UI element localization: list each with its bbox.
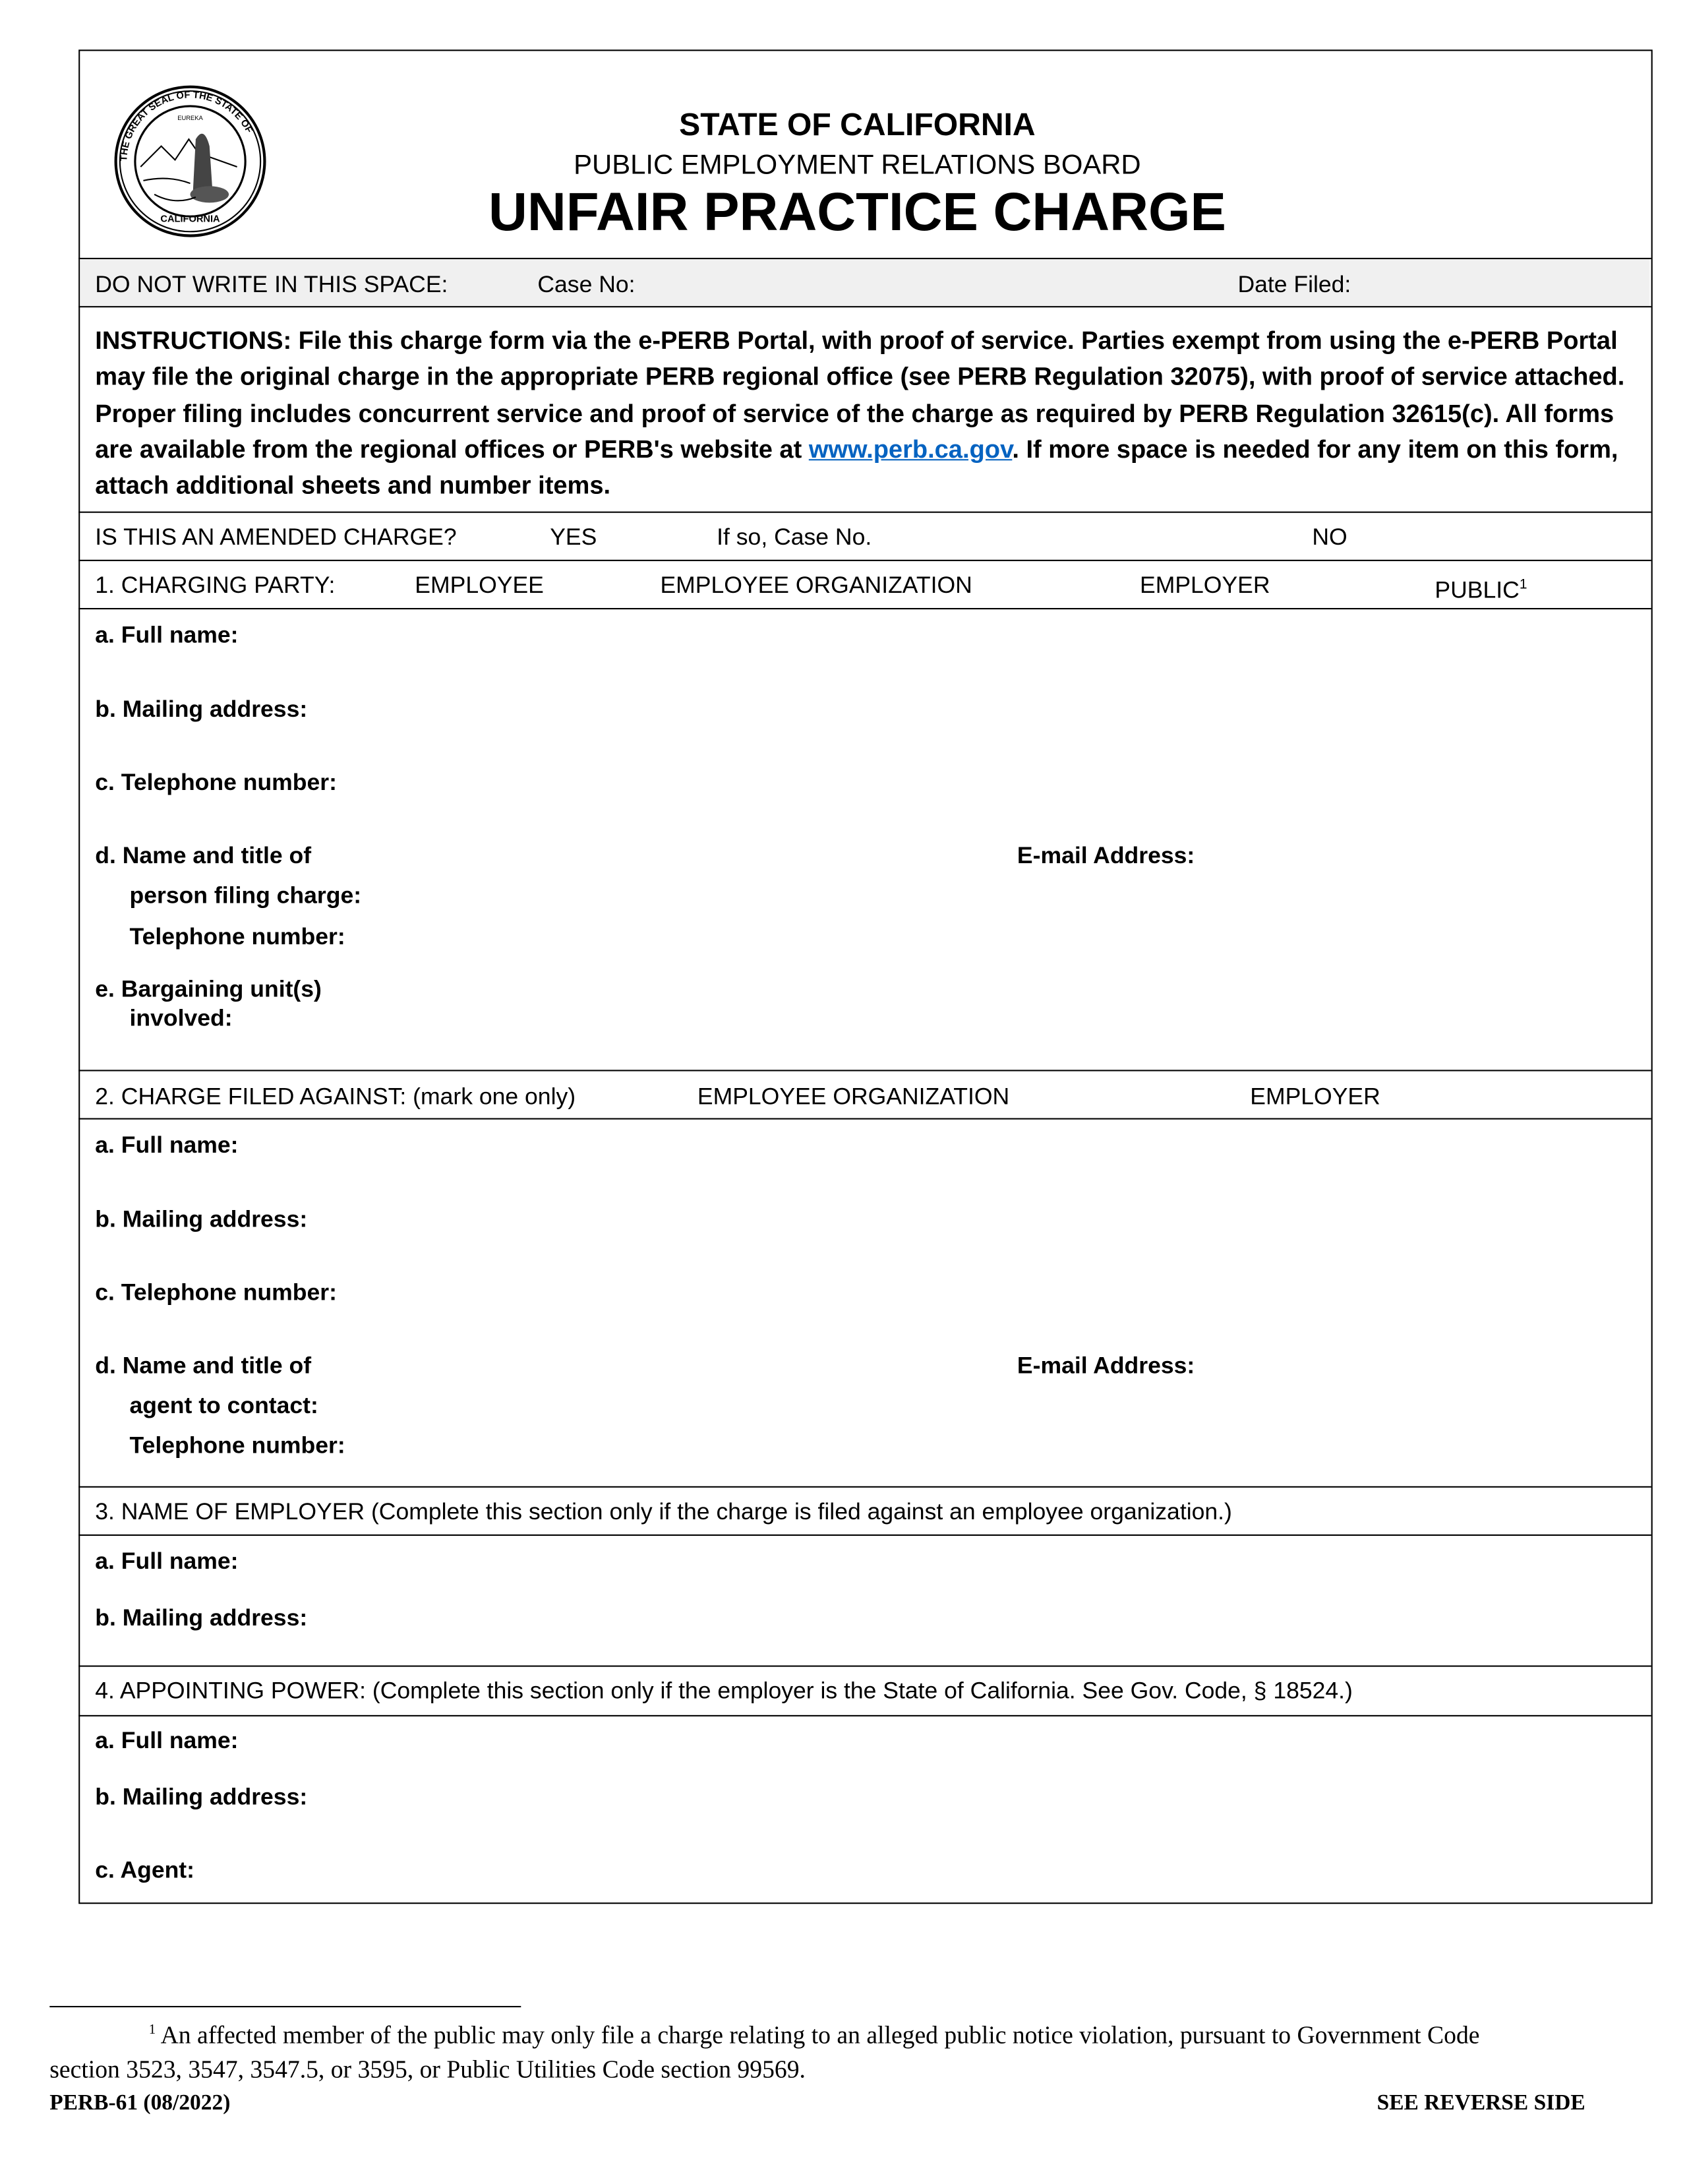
- s1-telephone-label: c. Telephone number:: [95, 769, 337, 796]
- divider: [78, 512, 1651, 513]
- footnote-ref: 1: [1519, 578, 1527, 593]
- form-id: PERB-61 (08/2022): [49, 2091, 231, 2115]
- divider: [78, 1534, 1651, 1536]
- footnote-mark: 1: [148, 2022, 156, 2038]
- s2-telephone-label: c. Telephone number:: [95, 1279, 337, 1306]
- amended-yes-option[interactable]: YES: [550, 524, 597, 551]
- option-public-label: PUBLIC: [1435, 577, 1520, 604]
- s1-involved-label: involved:: [129, 1005, 233, 1031]
- option-employee[interactable]: EMPLOYEE: [415, 572, 544, 599]
- state-heading: STATE OF CALIFORNIA: [679, 106, 1036, 142]
- divider: [78, 1715, 1651, 1716]
- s2-email-label: E-mail Address:: [1017, 1352, 1195, 1379]
- divider: [78, 560, 1651, 561]
- s4-mailing-address-label: b. Mailing address:: [95, 1784, 308, 1811]
- s1-person-filing-label: person filing charge:: [129, 882, 362, 909]
- option-employer[interactable]: EMPLOYER: [1140, 572, 1270, 599]
- board-heading: PUBLIC EMPLOYMENT RELATIONS BOARD: [574, 150, 1141, 181]
- instructions-text-end: . If more space is needed for any item on this form, attach additional sheets and number items.: [95, 435, 1618, 500]
- amended-question: IS THIS AN AMENDED CHARGE?: [95, 524, 457, 551]
- s4-agent-label: c. Agent:: [95, 1857, 194, 1883]
- s3-full-name-label: a. Full name:: [95, 1548, 239, 1575]
- appointing-power-heading: 4. APPOINTING POWER: (Complete this section only if the employer is the State of California. See Gov. Code, § 18524.): [95, 1678, 1353, 1705]
- divider: [78, 258, 1651, 259]
- s1-full-name-label: a. Full name:: [95, 621, 239, 648]
- s2-mailing-address-label: b. Mailing address:: [95, 1206, 308, 1233]
- office-use-label: DO NOT WRITE IN THIS SPACE:: [95, 271, 448, 298]
- s3-mailing-address-label: b. Mailing address:: [95, 1604, 308, 1631]
- page-title: UNFAIR PRACTICE CHARGE: [488, 183, 1226, 243]
- charge-against-heading: 2. CHARGE FILED AGAINST: (mark one only): [95, 1083, 576, 1110]
- s2-full-name-label: a. Full name:: [95, 1132, 239, 1159]
- date-filed-label: Date Filed:: [1237, 271, 1351, 298]
- svg-text:CALIFORNIA: CALIFORNIA: [160, 214, 220, 225]
- footnote-separator: [49, 2006, 521, 2007]
- divider: [78, 608, 1651, 609]
- s1-bargaining-unit-label: e. Bargaining unit(s): [95, 976, 322, 1002]
- instructions-text: INSTRUCTIONS: File this charge form via the e-PERB Portal, with proof of service. Parties exempt from using the e-PERB Portal may file the original charge in the appropriate PERB regional office (see PERB Regulation 32075), with proof of service attached. Proper filing includes concurrent service and proof of service of the charge as required by PERB Regulation 32615(c). All forms are available from the regional offices or PERB's website at: [95, 326, 1625, 464]
- footnote-line1: [149, 2015, 1480, 2051]
- divider: [78, 306, 1651, 307]
- s1-name-title-label: d. Name and title of: [95, 842, 312, 869]
- svg-text:EUREKA: EUREKA: [177, 113, 203, 121]
- s4-full-name-label: a. Full name:: [95, 1727, 239, 1754]
- option-public[interactable]: [1435, 572, 1527, 605]
- amended-case-no-label: If so, Case No.: [717, 524, 872, 551]
- svg-text:THE GREAT SEAL OF THE STATE OF: THE GREAT SEAL OF THE STATE OF: [119, 90, 254, 162]
- instructions: [95, 322, 1639, 504]
- divider: [78, 1118, 1651, 1120]
- charging-party-heading: 1. CHARGING PARTY:: [95, 572, 336, 599]
- s2-name-title-label: d. Name and title of: [95, 1352, 312, 1379]
- footnote-line2: section 3523, 3547, 3547.5, or 3595, or Public Utilities Code section 99569.: [49, 2055, 806, 2084]
- against-employee-organization[interactable]: EMPLOYEE ORGANIZATION: [697, 1083, 1010, 1110]
- footnote-text: An affected member of the public may only file a charge relating to an alleged public notice violation, pursuant to Government Code: [160, 2020, 1480, 2049]
- against-employer[interactable]: EMPLOYER: [1250, 1083, 1380, 1110]
- divider: [78, 1666, 1651, 1667]
- divider: [78, 1486, 1651, 1488]
- s2-agent-telephone-label: Telephone number:: [129, 1432, 345, 1459]
- option-employee-organization[interactable]: EMPLOYEE ORGANIZATION: [660, 572, 972, 599]
- s2-agent-label: agent to contact:: [129, 1392, 318, 1419]
- amended-no-option[interactable]: NO: [1312, 524, 1347, 551]
- s1-email-label: E-mail Address:: [1017, 842, 1195, 869]
- perb-website-link[interactable]: www.perb.ca.gov: [808, 435, 1013, 464]
- see-reverse-side: SEE REVERSE SIDE: [1376, 2091, 1585, 2115]
- s1-mailing-address-label: b. Mailing address:: [95, 696, 308, 723]
- s1-person-telephone-label: Telephone number:: [129, 923, 345, 950]
- employer-section-heading: 3. NAME OF EMPLOYER (Complete this section only if the charge is filed against an employee organization.): [95, 1498, 1232, 1525]
- divider: [78, 1070, 1651, 1071]
- case-no-label: Case No:: [537, 271, 636, 298]
